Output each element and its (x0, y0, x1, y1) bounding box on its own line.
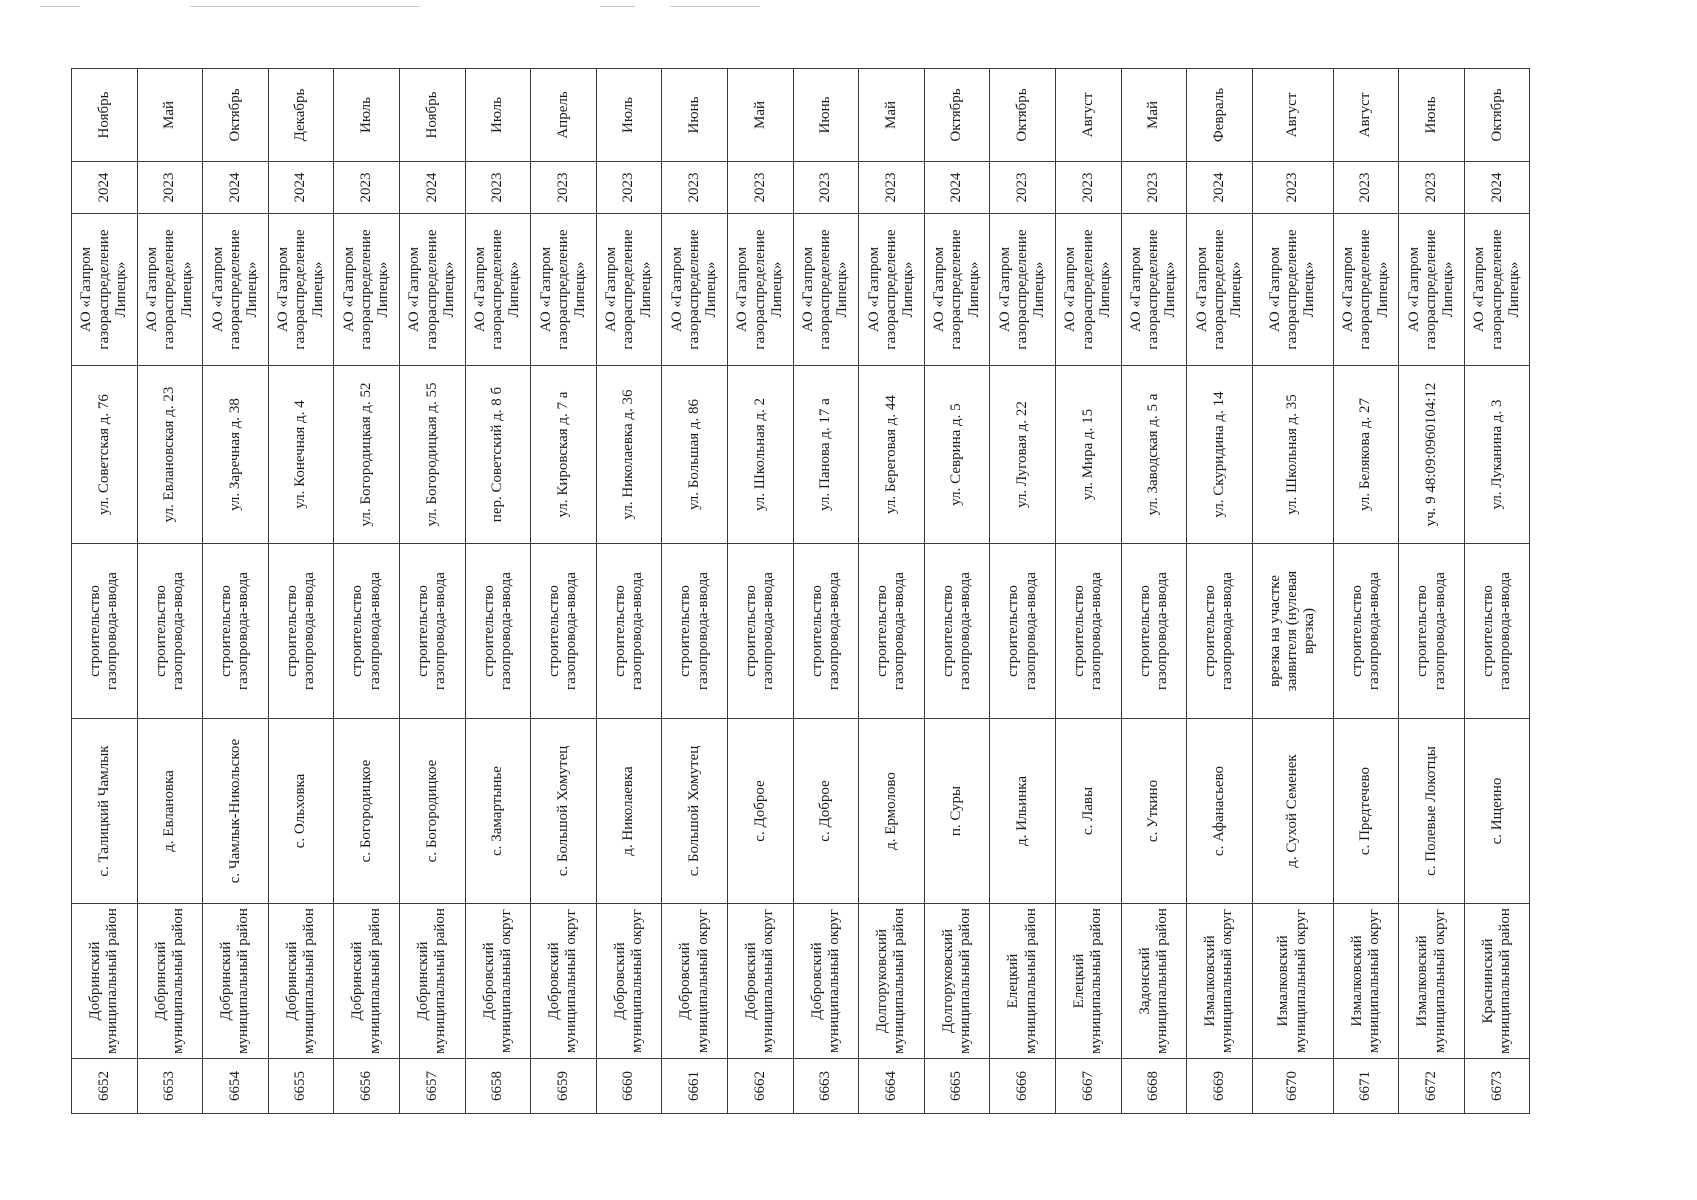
year-cell: 2023 (1055, 162, 1121, 214)
district-cell: Елецкий муниципальный район (990, 904, 1056, 1059)
address-cell: ул. Луканина д. 3 (1464, 366, 1530, 544)
month-cell: Май (137, 69, 203, 162)
year-cell: 2023 (465, 162, 531, 214)
organization-cell: АО «Газпром газораспределение Липецк» (662, 214, 728, 366)
table-row (1187, 69, 1253, 1114)
month-cell: Июнь (662, 69, 728, 162)
year-cell: 2024 (268, 162, 334, 214)
year-cell: 2024 (72, 162, 138, 214)
locality-cell: с. Полевые Локотцы (1399, 719, 1465, 904)
table-row (990, 69, 1056, 1114)
table-row (137, 69, 203, 1114)
address-cell: ул. Луговая д. 22 (990, 366, 1056, 544)
month-cell: Июнь (793, 69, 859, 162)
address-cell: ул. Советская д. 76 (72, 366, 138, 544)
work-type-cell: строительство газопровода-ввода (268, 544, 334, 719)
address-cell: ул. Школьная д. 2 (727, 366, 793, 544)
work-type-cell: строительство газопровода-ввода (1464, 544, 1530, 719)
locality-cell: д. Ермолово (859, 719, 925, 904)
table-row (662, 69, 728, 1114)
address-cell: уч. 9 48:09:0960104:12 (1399, 366, 1465, 544)
row-number-cell: 6669 (1187, 1059, 1253, 1114)
organization-cell: АО «Газпром газораспределение Липецк» (334, 214, 400, 366)
table-row (334, 69, 400, 1114)
row-number-cell: 6653 (137, 1059, 203, 1114)
address-cell: ул. Школьная д. 35 (1252, 366, 1333, 544)
organization-cell: АО «Газпром газораспределение Липецк» (859, 214, 925, 366)
locality-cell: д. Евлановка (137, 719, 203, 904)
year-cell: 2023 (859, 162, 925, 214)
table-row (72, 69, 138, 1114)
row-number-cell: 6673 (1464, 1059, 1530, 1114)
row-number-cell: 6661 (662, 1059, 728, 1114)
row-number-cell: 6672 (1399, 1059, 1465, 1114)
organization-cell: АО «Газпром газораспределение Липецк» (793, 214, 859, 366)
address-cell: ул. Скуридина д. 14 (1187, 366, 1253, 544)
year-cell: 2024 (399, 162, 465, 214)
table-row (1055, 69, 1121, 1114)
table-row (859, 69, 925, 1114)
district-cell: Добринский муниципальный район (137, 904, 203, 1059)
row-number-cell: 6660 (596, 1059, 662, 1114)
year-cell: 2023 (662, 162, 728, 214)
organization-cell: АО «Газпром газораспределение Липецк» (72, 214, 138, 366)
month-cell: Август (1333, 69, 1399, 162)
locality-cell: с. Афанасьево (1187, 719, 1253, 904)
locality-cell: с. Лавы (1055, 719, 1121, 904)
row-number-cell: 6656 (334, 1059, 400, 1114)
month-cell: Февраль (1187, 69, 1253, 162)
table-row (1121, 69, 1187, 1114)
work-type-cell: строительство газопровода-ввода (1333, 544, 1399, 719)
address-cell: ул. Евлановская д. 23 (137, 366, 203, 544)
work-type-cell: строительство газопровода-ввода (1055, 544, 1121, 719)
address-cell: ул. Заводская д. 5 а (1121, 366, 1187, 544)
table-row (203, 69, 269, 1114)
address-cell: ул. Кировская д. 7 а (531, 366, 597, 544)
table-row (727, 69, 793, 1114)
work-type-cell: строительство газопровода-ввода (399, 544, 465, 719)
work-type-cell: врезка на участке заявителя (нулевая врезка) (1252, 544, 1333, 719)
district-cell: Добровский муниципальный округ (531, 904, 597, 1059)
district-cell: Добринский муниципальный район (334, 904, 400, 1059)
locality-cell: д. Сухой Семенек (1252, 719, 1333, 904)
locality-cell: с. Уткино (1121, 719, 1187, 904)
locality-cell: с. Доброе (727, 719, 793, 904)
row-number-cell: 6666 (990, 1059, 1056, 1114)
month-cell: Апрель (531, 69, 597, 162)
district-cell: Долгоруковский муниципальный район (924, 904, 990, 1059)
work-type-cell: строительство газопровода-ввода (990, 544, 1056, 719)
work-type-cell: строительство газопровода-ввода (137, 544, 203, 719)
organization-cell: АО «Газпром газораспределение Липецк» (1187, 214, 1253, 366)
month-cell: Декабрь (268, 69, 334, 162)
row-number-cell: 6658 (465, 1059, 531, 1114)
table-row (399, 69, 465, 1114)
locality-cell: с. Чамлык-Никольское (203, 719, 269, 904)
table-row (531, 69, 597, 1114)
organization-cell: АО «Газпром газораспределение Липецк» (1121, 214, 1187, 366)
address-cell: ул. Большая д. 86 (662, 366, 728, 544)
district-cell: Измалковский муниципальный округ (1333, 904, 1399, 1059)
organization-cell: АО «Газпром газораспределение Липецк» (1055, 214, 1121, 366)
month-cell: Октябрь (924, 69, 990, 162)
table-row (596, 69, 662, 1114)
table-body (72, 69, 1530, 1114)
month-cell: Август (1055, 69, 1121, 162)
organization-cell: АО «Газпром газораспределение Липецк» (924, 214, 990, 366)
district-cell: Добринский муниципальный район (203, 904, 269, 1059)
work-type-cell: строительство газопровода-ввода (72, 544, 138, 719)
year-cell: 2023 (990, 162, 1056, 214)
year-cell: 2023 (334, 162, 400, 214)
district-cell: Елецкий муниципальный район (1055, 904, 1121, 1059)
work-type-cell: строительство газопровода-ввода (203, 544, 269, 719)
organization-cell: АО «Газпром газораспределение Липецк» (1333, 214, 1399, 366)
year-cell: 2024 (924, 162, 990, 214)
locality-cell: с. Доброе (793, 719, 859, 904)
table-row (268, 69, 334, 1114)
locality-cell: с. Большой Хомутец (531, 719, 597, 904)
locality-cell: с. Замартынье (465, 719, 531, 904)
gas-connection-register-table (71, 68, 1530, 1114)
district-cell: Добровский муниципальный округ (727, 904, 793, 1059)
row-number-cell: 6662 (727, 1059, 793, 1114)
district-cell: Задонский муниципальный район (1121, 904, 1187, 1059)
locality-cell: с. Ольховка (268, 719, 334, 904)
district-cell: Добровский муниципальный округ (596, 904, 662, 1059)
month-cell: Май (859, 69, 925, 162)
locality-cell: с. Ищеино (1464, 719, 1530, 904)
address-cell: ул. Богородицкая д. 55 (399, 366, 465, 544)
year-cell: 2024 (1464, 162, 1530, 214)
district-cell: Измалковский муниципальный округ (1252, 904, 1333, 1059)
table-row (465, 69, 531, 1114)
month-cell: Август (1252, 69, 1333, 162)
work-type-cell: строительство газопровода-ввода (465, 544, 531, 719)
year-cell: 2023 (531, 162, 597, 214)
work-type-cell: строительство газопровода-ввода (1121, 544, 1187, 719)
table-row (793, 69, 859, 1114)
month-cell: Июль (465, 69, 531, 162)
address-cell: ул. Береговая д. 44 (859, 366, 925, 544)
district-cell: Добринский муниципальный район (399, 904, 465, 1059)
month-cell: Октябрь (1464, 69, 1530, 162)
row-number-cell: 6655 (268, 1059, 334, 1114)
year-cell: 2023 (793, 162, 859, 214)
locality-cell: п. Суры (924, 719, 990, 904)
row-number-cell: 6654 (203, 1059, 269, 1114)
row-number-cell: 6665 (924, 1059, 990, 1114)
organization-cell: АО «Газпром газораспределение Липецк» (531, 214, 597, 366)
month-cell: Май (1121, 69, 1187, 162)
organization-cell: АО «Газпром газораспределение Липецк» (990, 214, 1056, 366)
rotated-table-container (71, 69, 1522, 1114)
row-number-cell: 6659 (531, 1059, 597, 1114)
row-number-cell: 6652 (72, 1059, 138, 1114)
work-type-cell: строительство газопровода-ввода (924, 544, 990, 719)
month-cell: Июль (596, 69, 662, 162)
district-cell: Добринский муниципальный район (72, 904, 138, 1059)
work-type-cell: строительство газопровода-ввода (793, 544, 859, 719)
month-cell: Октябрь (990, 69, 1056, 162)
locality-cell: с. Талицкий Чамлык (72, 719, 138, 904)
scan-header-marks (0, 0, 1697, 14)
year-cell: 2023 (1333, 162, 1399, 214)
month-cell: Июль (334, 69, 400, 162)
organization-cell: АО «Газпром газораспределение Липецк» (1464, 214, 1530, 366)
district-cell: Долгоруковский муниципальный район (859, 904, 925, 1059)
organization-cell: АО «Газпром газораспределение Липецк» (465, 214, 531, 366)
year-cell: 2023 (1121, 162, 1187, 214)
table-row (1333, 69, 1399, 1114)
row-number-cell: 6657 (399, 1059, 465, 1114)
district-cell: Измалковский муниципальный округ (1187, 904, 1253, 1059)
organization-cell: АО «Газпром газораспределение Липецк» (137, 214, 203, 366)
district-cell: Добровский муниципальный округ (662, 904, 728, 1059)
organization-cell: АО «Газпром газораспределение Липецк» (596, 214, 662, 366)
month-cell: Октябрь (203, 69, 269, 162)
table-row (924, 69, 990, 1114)
address-cell: ул. Конечная д. 4 (268, 366, 334, 544)
work-type-cell: строительство газопровода-ввода (859, 544, 925, 719)
district-cell: Добровский муниципальный округ (465, 904, 531, 1059)
row-number-cell: 6671 (1333, 1059, 1399, 1114)
district-cell: Добринский муниципальный район (268, 904, 334, 1059)
locality-cell: с. Богородицкое (399, 719, 465, 904)
work-type-cell: строительство газопровода-ввода (334, 544, 400, 719)
work-type-cell: строительство газопровода-ввода (727, 544, 793, 719)
organization-cell: АО «Газпром газораспределение Липецк» (1252, 214, 1333, 366)
work-type-cell: строительство газопровода-ввода (1187, 544, 1253, 719)
year-cell: 2024 (203, 162, 269, 214)
row-number-cell: 6667 (1055, 1059, 1121, 1114)
year-cell: 2023 (137, 162, 203, 214)
row-number-cell: 6664 (859, 1059, 925, 1114)
row-number-cell: 6668 (1121, 1059, 1187, 1114)
table-row (1464, 69, 1530, 1114)
address-cell: ул. Севрина д. 5 (924, 366, 990, 544)
organization-cell: АО «Газпром газораспределение Липецк» (1399, 214, 1465, 366)
year-cell: 2023 (596, 162, 662, 214)
address-cell: ул. Белякова д. 27 (1333, 366, 1399, 544)
work-type-cell: строительство газопровода-ввода (1399, 544, 1465, 719)
work-type-cell: строительство газопровода-ввода (531, 544, 597, 719)
year-cell: 2023 (1399, 162, 1465, 214)
locality-cell: с. Предтечево (1333, 719, 1399, 904)
month-cell: Ноябрь (399, 69, 465, 162)
address-cell: ул. Заречная д. 38 (203, 366, 269, 544)
address-cell: ул. Николаевка д. 36 (596, 366, 662, 544)
month-cell: Май (727, 69, 793, 162)
locality-cell: с. Большой Хомутец (662, 719, 728, 904)
address-cell: ул. Богородицкая д. 52 (334, 366, 400, 544)
organization-cell: АО «Газпром газораспределение Липецк» (727, 214, 793, 366)
year-cell: 2024 (1187, 162, 1253, 214)
table-row (1252, 69, 1333, 1114)
locality-cell: д. Ильинка (990, 719, 1056, 904)
table-row (1399, 69, 1465, 1114)
work-type-cell: строительство газопровода-ввода (662, 544, 728, 719)
month-cell: Ноябрь (72, 69, 138, 162)
organization-cell: АО «Газпром газораспределение Липецк» (268, 214, 334, 366)
row-number-cell: 6670 (1252, 1059, 1333, 1114)
district-cell: Краснинский муниципальный район (1464, 904, 1530, 1059)
year-cell: 2023 (727, 162, 793, 214)
address-cell: ул. Панова д. 17 а (793, 366, 859, 544)
address-cell: пер. Советский д. 8 б (465, 366, 531, 544)
year-cell: 2023 (1252, 162, 1333, 214)
locality-cell: с. Богородицкое (334, 719, 400, 904)
address-cell: ул. Мира д. 15 (1055, 366, 1121, 544)
district-cell: Измалковский муниципальный округ (1399, 904, 1465, 1059)
district-cell: Добровский муниципальный округ (793, 904, 859, 1059)
organization-cell: АО «Газпром газораспределение Липецк» (399, 214, 465, 366)
organization-cell: АО «Газпром газораспределение Липецк» (203, 214, 269, 366)
locality-cell: д. Николаевка (596, 719, 662, 904)
work-type-cell: строительство газопровода-ввода (596, 544, 662, 719)
month-cell: Июнь (1399, 69, 1465, 162)
row-number-cell: 6663 (793, 1059, 859, 1114)
